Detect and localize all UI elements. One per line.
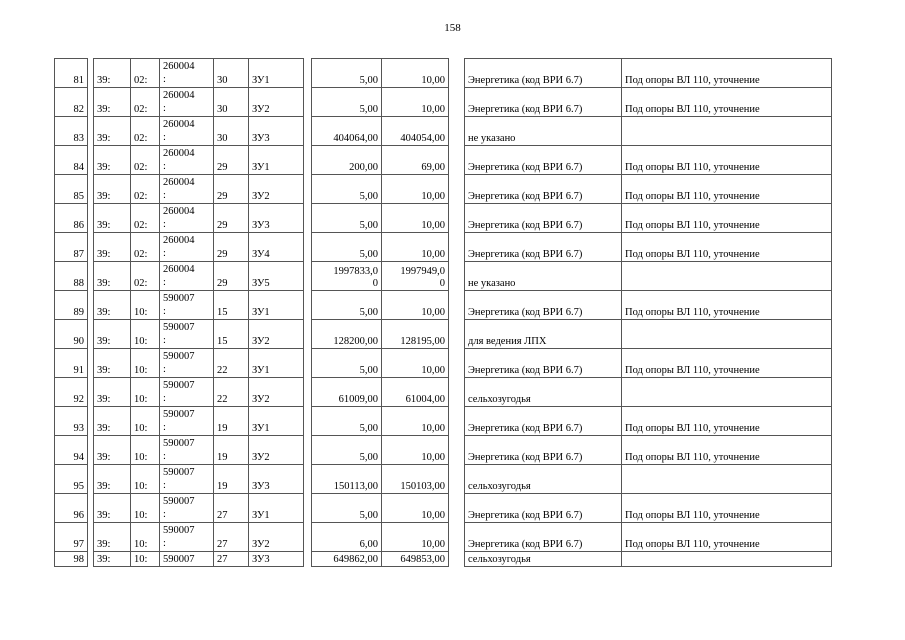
land-plots-table (54, 58, 832, 567)
district-code-cell: 39: (94, 59, 131, 88)
cell-line-2: : (163, 335, 166, 346)
cell-line-2: : (163, 480, 166, 491)
area-code-cell: 02: (131, 204, 160, 233)
area-before-cell: 5,00 (312, 291, 382, 320)
cell-line-1: 590007 (163, 351, 195, 362)
row-number-cell: 84 (55, 146, 88, 175)
note-cell (622, 320, 832, 349)
spacer-cell (449, 146, 465, 175)
spacer-cell (304, 494, 312, 523)
area-after-cell: 10,00 (382, 88, 449, 117)
table-row (55, 465, 832, 494)
plot-label-cell: ЗУ1 (249, 494, 304, 523)
area-before-cell: 5,00 (312, 436, 382, 465)
spacer-cell (449, 378, 465, 407)
row-number-cell: 98 (55, 552, 88, 567)
area-code-cell: 10: (131, 552, 160, 567)
district-code-cell: 39: (94, 233, 131, 262)
row-number-cell: 91 (55, 349, 88, 378)
plot-number-cell: 29 (214, 146, 249, 175)
cell-line-2: : (163, 103, 166, 114)
table-row (55, 88, 832, 117)
plot-number-cell: 29 (214, 204, 249, 233)
land-use-category-cell: Энергетика (код ВРИ 6.7) (465, 146, 622, 175)
plot-label-cell: ЗУ3 (249, 465, 304, 494)
note-cell: Под опоры ВЛ 110, уточнение (622, 349, 832, 378)
spacer-cell (304, 204, 312, 233)
table-row (55, 552, 832, 567)
area-code-cell: 02: (131, 59, 160, 88)
area-before-cell: 5,00 (312, 494, 382, 523)
land-use-category-cell: Энергетика (код ВРИ 6.7) (465, 436, 622, 465)
row-number-cell: 88 (55, 262, 88, 291)
cadastral-block-cell (160, 494, 214, 523)
area-after-cell: 10,00 (382, 175, 449, 204)
area-after-cell (382, 262, 449, 291)
cell-line-1: 590007 (163, 293, 195, 304)
area-before-cell (312, 262, 382, 291)
area-after-cell: 10,00 (382, 204, 449, 233)
district-code-cell: 39: (94, 436, 131, 465)
district-code-cell: 39: (94, 349, 131, 378)
area-after-cell: 404054,00 (382, 117, 449, 146)
cell-line-2: : (163, 190, 166, 201)
cell-line-1: 1997949,0 (400, 266, 445, 277)
spacer-cell (449, 523, 465, 552)
note-cell (622, 117, 832, 146)
cell-line-1: 260004 (163, 119, 195, 130)
row-number-cell: 93 (55, 407, 88, 436)
area-after-cell: 10,00 (382, 523, 449, 552)
note-cell: Под опоры ВЛ 110, уточнение (622, 88, 832, 117)
land-use-category-cell: не указано (465, 262, 622, 291)
spacer-cell (304, 378, 312, 407)
plot-label-cell: ЗУ2 (249, 378, 304, 407)
cadastral-block-cell: 590007 (160, 552, 214, 567)
spacer-cell (449, 407, 465, 436)
area-after-cell: 10,00 (382, 494, 449, 523)
cell-line-1: 590007 (163, 380, 195, 391)
cell-line-1: 260004 (163, 235, 195, 246)
note-cell: Под опоры ВЛ 110, уточнение (622, 407, 832, 436)
table-row (55, 146, 832, 175)
cadastral-block-cell (160, 175, 214, 204)
plot-label-cell: ЗУ3 (249, 117, 304, 146)
row-number-cell: 82 (55, 88, 88, 117)
district-code-cell: 39: (94, 552, 131, 567)
table-row (55, 204, 832, 233)
area-after-cell: 150103,00 (382, 465, 449, 494)
spacer-cell (449, 349, 465, 378)
spacer-cell (304, 349, 312, 378)
note-cell: Под опоры ВЛ 110, уточнение (622, 146, 832, 175)
cadastral-block-cell (160, 378, 214, 407)
cadastral-block-cell (160, 523, 214, 552)
plot-number-cell: 15 (214, 320, 249, 349)
plot-label-cell: ЗУ2 (249, 320, 304, 349)
note-cell: Под опоры ВЛ 110, уточнение (622, 291, 832, 320)
cell-line-1: 590007 (163, 525, 195, 536)
cell-line-1: 590007 (163, 496, 195, 507)
area-before-cell: 5,00 (312, 349, 382, 378)
table-row (55, 262, 832, 291)
cell-line-2: : (163, 248, 166, 259)
row-number-cell: 81 (55, 59, 88, 88)
plot-number-cell: 29 (214, 175, 249, 204)
area-code-cell: 10: (131, 320, 160, 349)
table-row (55, 349, 832, 378)
plot-number-cell: 27 (214, 494, 249, 523)
cell-line-1: 590007 (163, 409, 195, 420)
cell-line-2: : (163, 277, 166, 288)
area-before-cell: 61009,00 (312, 378, 382, 407)
cell-line-1: 590007 (163, 322, 195, 333)
area-after-cell: 649853,00 (382, 552, 449, 567)
spacer-cell (449, 59, 465, 88)
area-code-cell: 10: (131, 494, 160, 523)
cadastral-block-cell (160, 465, 214, 494)
spacer-cell (449, 204, 465, 233)
area-before-cell: 5,00 (312, 88, 382, 117)
table-body (55, 59, 832, 567)
cell-line-2: 0 (439, 278, 445, 289)
table-row (55, 59, 832, 88)
cell-line-2: : (163, 393, 166, 404)
row-number-cell: 94 (55, 436, 88, 465)
land-use-category-cell: Энергетика (код ВРИ 6.7) (465, 407, 622, 436)
district-code-cell: 39: (94, 320, 131, 349)
spacer-cell (449, 465, 465, 494)
spacer-cell (449, 262, 465, 291)
cadastral-block-cell (160, 146, 214, 175)
table-row (55, 117, 832, 146)
land-use-category-cell: Энергетика (код ВРИ 6.7) (465, 349, 622, 378)
row-number-cell: 87 (55, 233, 88, 262)
row-number-cell: 97 (55, 523, 88, 552)
land-use-category-cell: сельхозугодья (465, 378, 622, 407)
plot-number-cell: 30 (214, 117, 249, 146)
spacer-cell (304, 88, 312, 117)
note-cell: Под опоры ВЛ 110, уточнение (622, 175, 832, 204)
land-use-category-cell: не указано (465, 117, 622, 146)
plot-label-cell: ЗУ2 (249, 523, 304, 552)
cell-line-2: : (163, 74, 166, 85)
note-cell (622, 552, 832, 567)
land-use-category-cell: Энергетика (код ВРИ 6.7) (465, 175, 622, 204)
plot-number-cell: 27 (214, 523, 249, 552)
area-after-cell: 10,00 (382, 349, 449, 378)
cell-line-2: : (163, 364, 166, 375)
district-code-cell: 39: (94, 262, 131, 291)
cadastral-block-cell (160, 59, 214, 88)
cadastral-block-cell (160, 349, 214, 378)
cell-line-2: : (163, 132, 166, 143)
district-code-cell: 39: (94, 291, 131, 320)
land-use-category-cell: для ведения ЛПХ (465, 320, 622, 349)
plot-label-cell: ЗУ3 (249, 204, 304, 233)
cadastral-block-cell (160, 320, 214, 349)
plot-number-cell: 29 (214, 262, 249, 291)
land-use-category-cell: Энергетика (код ВРИ 6.7) (465, 59, 622, 88)
table-row (55, 378, 832, 407)
spacer-cell (449, 320, 465, 349)
row-number-cell: 90 (55, 320, 88, 349)
cell-line-2: : (163, 509, 166, 520)
land-use-category-cell: сельхозугодья (465, 465, 622, 494)
spacer-cell (449, 175, 465, 204)
table-row (55, 320, 832, 349)
plot-label-cell: ЗУ1 (249, 349, 304, 378)
spacer-cell (304, 407, 312, 436)
cell-line-2: : (163, 422, 166, 433)
table-row (55, 494, 832, 523)
row-number-cell: 95 (55, 465, 88, 494)
area-code-cell: 10: (131, 378, 160, 407)
plot-label-cell: ЗУ1 (249, 59, 304, 88)
area-after-cell: 10,00 (382, 233, 449, 262)
cell-line-1: 260004 (163, 206, 195, 217)
cell-line-1: 260004 (163, 264, 195, 275)
plot-label-cell: ЗУ2 (249, 436, 304, 465)
district-code-cell: 39: (94, 175, 131, 204)
cell-line-1: 260004 (163, 177, 195, 188)
plot-number-cell: 19 (214, 465, 249, 494)
plot-number-cell: 30 (214, 59, 249, 88)
plot-label-cell: ЗУ3 (249, 552, 304, 567)
spacer-cell (449, 552, 465, 567)
cadastral-block-cell (160, 117, 214, 146)
cell-line-2: : (163, 306, 166, 317)
cadastral-block-cell (160, 436, 214, 465)
note-cell (622, 465, 832, 494)
row-number-cell: 86 (55, 204, 88, 233)
plot-label-cell: ЗУ2 (249, 88, 304, 117)
land-use-category-cell: Энергетика (код ВРИ 6.7) (465, 291, 622, 320)
plot-number-cell: 22 (214, 349, 249, 378)
cell-line-2: : (163, 451, 166, 462)
spacer-cell (449, 117, 465, 146)
area-before-cell: 150113,00 (312, 465, 382, 494)
area-before-cell: 5,00 (312, 407, 382, 436)
area-code-cell: 10: (131, 407, 160, 436)
spacer-cell (304, 291, 312, 320)
area-before-cell: 200,00 (312, 146, 382, 175)
plot-number-cell: 22 (214, 378, 249, 407)
spacer-cell (304, 552, 312, 567)
area-code-cell: 02: (131, 262, 160, 291)
cell-line-2: : (163, 161, 166, 172)
spacer-cell (304, 59, 312, 88)
land-use-category-cell: Энергетика (код ВРИ 6.7) (465, 233, 622, 262)
area-before-cell: 5,00 (312, 59, 382, 88)
area-code-cell: 10: (131, 523, 160, 552)
cell-line-2: : (163, 538, 166, 549)
note-cell: Под опоры ВЛ 110, уточнение (622, 233, 832, 262)
area-code-cell: 10: (131, 349, 160, 378)
note-cell: Под опоры ВЛ 110, уточнение (622, 204, 832, 233)
area-code-cell: 10: (131, 291, 160, 320)
spacer-cell (304, 465, 312, 494)
spacer-cell (449, 436, 465, 465)
note-cell: Под опоры ВЛ 110, уточнение (622, 494, 832, 523)
note-cell: Под опоры ВЛ 110, уточнение (622, 436, 832, 465)
page-number: 158 (444, 22, 461, 34)
spacer-cell (449, 291, 465, 320)
row-number-cell: 92 (55, 378, 88, 407)
spacer-cell (449, 88, 465, 117)
area-before-cell: 649862,00 (312, 552, 382, 567)
area-after-cell: 10,00 (382, 407, 449, 436)
area-code-cell: 10: (131, 465, 160, 494)
area-before-cell: 5,00 (312, 175, 382, 204)
cell-line-1: 260004 (163, 90, 195, 101)
table-row (55, 436, 832, 465)
land-use-category-cell: сельхозугодья (465, 552, 622, 567)
row-number-cell: 89 (55, 291, 88, 320)
plot-number-cell: 19 (214, 436, 249, 465)
table-row (55, 523, 832, 552)
land-use-category-cell: Энергетика (код ВРИ 6.7) (465, 523, 622, 552)
district-code-cell: 39: (94, 204, 131, 233)
area-after-cell: 10,00 (382, 291, 449, 320)
note-cell (622, 262, 832, 291)
table-row (55, 291, 832, 320)
district-code-cell: 39: (94, 117, 131, 146)
cell-line-2: : (163, 219, 166, 230)
area-before-cell: 5,00 (312, 233, 382, 262)
plot-label-cell: ЗУ2 (249, 175, 304, 204)
area-code-cell: 02: (131, 175, 160, 204)
table-row (55, 233, 832, 262)
cadastral-block-cell (160, 407, 214, 436)
area-after-cell: 10,00 (382, 436, 449, 465)
district-code-cell: 39: (94, 146, 131, 175)
plot-label-cell: ЗУ4 (249, 233, 304, 262)
plot-label-cell: ЗУ5 (249, 262, 304, 291)
plot-number-cell: 15 (214, 291, 249, 320)
spacer-cell (449, 494, 465, 523)
spacer-cell (304, 320, 312, 349)
cell-line-1: 590007 (163, 467, 195, 478)
land-use-category-cell: Энергетика (код ВРИ 6.7) (465, 88, 622, 117)
spacer-cell (304, 175, 312, 204)
row-number-cell: 83 (55, 117, 88, 146)
note-cell: Под опоры ВЛ 110, уточнение (622, 59, 832, 88)
land-use-category-cell: Энергетика (код ВРИ 6.7) (465, 494, 622, 523)
cell-line-1: 1997833,0 (333, 266, 378, 277)
row-number-cell: 96 (55, 494, 88, 523)
area-after-cell: 10,00 (382, 59, 449, 88)
spacer-cell (304, 436, 312, 465)
cadastral-block-cell (160, 88, 214, 117)
district-code-cell: 39: (94, 465, 131, 494)
district-code-cell: 39: (94, 88, 131, 117)
row-number-cell: 85 (55, 175, 88, 204)
area-code-cell: 02: (131, 146, 160, 175)
plot-label-cell: ЗУ1 (249, 407, 304, 436)
land-use-category-cell: Энергетика (код ВРИ 6.7) (465, 204, 622, 233)
area-code-cell: 02: (131, 88, 160, 117)
area-before-cell: 128200,00 (312, 320, 382, 349)
district-code-cell: 39: (94, 494, 131, 523)
area-after-cell: 69,00 (382, 146, 449, 175)
spacer-cell (304, 146, 312, 175)
district-code-cell: 39: (94, 407, 131, 436)
note-cell (622, 378, 832, 407)
cell-line-1: 260004 (163, 61, 195, 72)
plot-number-cell: 29 (214, 233, 249, 262)
cell-line-1: 260004 (163, 148, 195, 159)
table-row (55, 175, 832, 204)
area-code-cell: 02: (131, 117, 160, 146)
plot-label-cell: ЗУ1 (249, 146, 304, 175)
cell-line-1: 590007 (163, 438, 195, 449)
area-after-cell: 128195,00 (382, 320, 449, 349)
area-code-cell: 02: (131, 233, 160, 262)
table-row (55, 407, 832, 436)
area-before-cell: 404064,00 (312, 117, 382, 146)
cadastral-block-cell (160, 291, 214, 320)
spacer-cell (304, 523, 312, 552)
note-cell: Под опоры ВЛ 110, уточнение (622, 523, 832, 552)
district-code-cell: 39: (94, 523, 131, 552)
plot-label-cell: ЗУ1 (249, 291, 304, 320)
area-before-cell: 5,00 (312, 204, 382, 233)
cell-line-2: 0 (372, 278, 378, 289)
plot-number-cell: 27 (214, 552, 249, 567)
spacer-cell (304, 233, 312, 262)
spacer-cell (304, 262, 312, 291)
cadastral-block-cell (160, 233, 214, 262)
area-after-cell: 61004,00 (382, 378, 449, 407)
spacer-cell (449, 233, 465, 262)
cadastral-block-cell (160, 262, 214, 291)
plot-number-cell: 30 (214, 88, 249, 117)
spacer-cell (304, 117, 312, 146)
plot-number-cell: 19 (214, 407, 249, 436)
cadastral-block-cell (160, 204, 214, 233)
district-code-cell: 39: (94, 378, 131, 407)
area-code-cell: 10: (131, 436, 160, 465)
area-before-cell: 6,00 (312, 523, 382, 552)
